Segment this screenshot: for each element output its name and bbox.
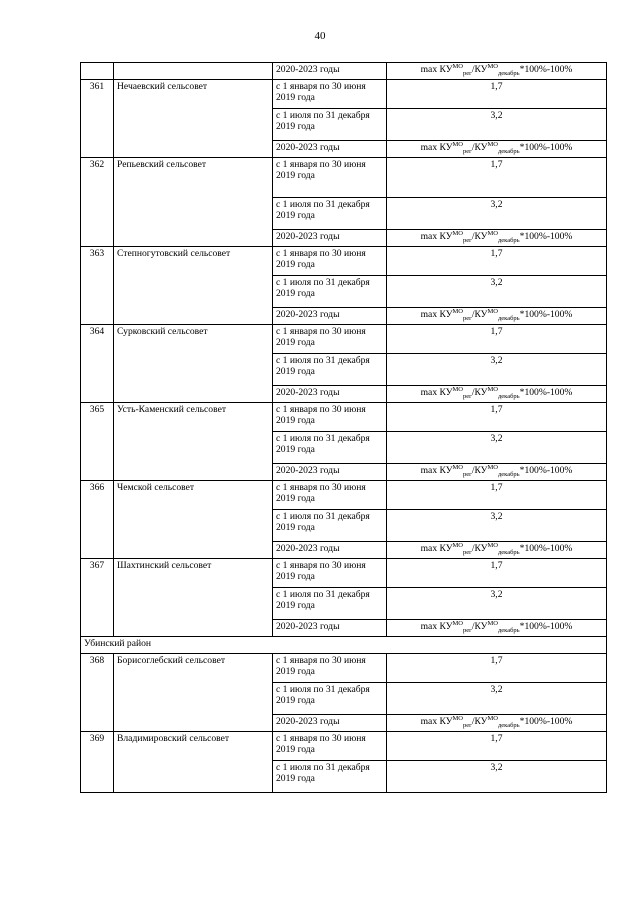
value-second: 3,2 [387,198,607,230]
value-first: 1,7 [387,654,607,683]
district-name: Убинский район [81,637,607,654]
formula-cell [387,230,607,247]
value-first: 1,7 [387,732,607,761]
formula-cell [387,386,607,403]
formula-cell [387,715,607,732]
table-row [81,559,607,588]
value-second: 3,2 [387,432,607,464]
row-number: 368 [81,654,114,732]
period-years: 2020-2023 годы [273,308,387,325]
page-number: 40 [314,30,326,42]
period-second: с 1 июля по 31 декабря 2019 года [273,198,387,230]
formula-cell [387,542,607,559]
period-second: с 1 июля по 31 декабря 2019 года [273,109,387,141]
table-row [81,325,607,354]
formula: $\max КУ^{МО}_{рег}/КУ^{МО}_{декабрь}*100\%-100\%$ [420,541,573,556]
formula: $\max КУ^{МО}_{рег}/КУ^{МО}_{декабрь}*100\%-100\%$ [420,619,573,634]
table-row [81,654,607,683]
period-years: 2020-2023 годы [273,386,387,403]
formula: $\max КУ^{МО}_{рег}/КУ^{МО}_{декабрь}*100\%-100\%$ [420,714,573,729]
settlement-name: Борисоглебский сельсовет [114,654,273,732]
formula-cell [387,464,607,481]
formula: $\max КУ^{МО}_{рег}/КУ^{МО}_{декабрь}*100\%-100\%$ [420,463,573,478]
period-years: 2020-2023 годы [273,141,387,158]
formula: $\max КУ^{МО}_{рег}/КУ^{МО}_{декабрь}*100\%-100\%$ [420,385,573,400]
value-second: 3,2 [387,354,607,386]
period-first: с 1 января по 30 июня 2019 года [273,654,387,683]
settlement-name: Шахтинский сельсовет [114,559,273,637]
formula-cell [387,141,607,158]
row-number-cell [81,63,114,80]
value-first: 1,7 [387,403,607,432]
value-first: 1,7 [387,158,607,198]
period-years: 2020-2023 годы [273,542,387,559]
formula-cell [387,620,607,637]
value-second: 3,2 [387,683,607,715]
row-number: 364 [81,325,114,403]
value-second: 3,2 [387,109,607,141]
settlement-name-cell [114,63,273,80]
table-row [81,481,607,510]
row-number: 366 [81,481,114,559]
settlement-name: Степногутовский сельсовет [114,247,273,325]
period-first: с 1 января по 30 июня 2019 года [273,80,387,109]
value-second: 3,2 [387,588,607,620]
district-row [81,637,607,654]
formula: $\max КУ^{МО}_{рег}/КУ^{МО}_{декабрь}*100\%-100\%$ [420,140,573,155]
value-first: 1,7 [387,325,607,354]
period-years: 2020-2023 годы [273,620,387,637]
period-second: с 1 июля по 31 декабря 2019 года [273,432,387,464]
period-first: с 1 января по 30 июня 2019 года [273,403,387,432]
row-number: 362 [81,158,114,247]
period-first: с 1 января по 30 июня 2019 года [273,559,387,588]
formula: $\max КУ^{МО}_{рег}/КУ^{МО}_{декабрь}*100\%-100\%$ [420,307,573,322]
period-second: с 1 июля по 31 декабря 2019 года [273,354,387,386]
value-first: 1,7 [387,481,607,510]
row-number: 367 [81,559,114,637]
table-row [81,403,607,432]
period-first: с 1 января по 30 июня 2019 года [273,247,387,276]
table-row [81,80,607,109]
row-number: 365 [81,403,114,481]
period-second: с 1 июля по 31 декабря 2019 года [273,588,387,620]
period-first: с 1 января по 30 июня 2019 года [273,158,387,198]
value-first: 1,7 [387,559,607,588]
period-second: с 1 июля по 31 декабря 2019 года [273,510,387,542]
period-second: с 1 июля по 31 декабря 2019 года [273,683,387,715]
value-first: 1,7 [387,247,607,276]
value-second: 3,2 [387,276,607,308]
row-number: 369 [81,732,114,793]
formula-cell [387,63,607,80]
period-first: с 1 января по 30 июня 2019 года [273,325,387,354]
value-first: 1,7 [387,80,607,109]
settlement-name: Нечаевский сельсовет [114,80,273,158]
period-years: 2020-2023 годы [273,230,387,247]
formula: $\max КУ^{МО}_{рег}/КУ^{МО}_{декабрь}*100\%-100\%$ [420,229,573,244]
table-row [81,732,607,761]
tariff-table [80,62,607,793]
settlement-name: Владимировский сельсовет [114,732,273,793]
period-first: с 1 января по 30 июня 2019 года [273,481,387,510]
period-second: с 1 июля по 31 декабря 2019 года [273,276,387,308]
settlement-name: Репьевский сельсовет [114,158,273,247]
table-row [81,158,607,198]
formula: $\max КУ^{МО}_{рег}/КУ^{МО}_{декабрь}*100\%-100\%$ [420,62,573,77]
period-years: 2020-2023 годы [273,464,387,481]
settlement-name: Сурковский сельсовет [114,325,273,403]
period-cell: 2020-2023 годы [273,63,387,80]
value-second: 3,2 [387,510,607,542]
table-row [81,63,607,80]
period-second: с 1 июля по 31 декабря 2019 года [273,761,387,793]
row-number: 361 [81,80,114,158]
value-second: 3,2 [387,761,607,793]
settlement-name: Усть-Каменский сельсовет [114,403,273,481]
table-row [81,247,607,276]
period-first: с 1 января по 30 июня 2019 года [273,732,387,761]
settlement-name: Чемской сельсовет [114,481,273,559]
period-years: 2020-2023 годы [273,715,387,732]
row-number: 363 [81,247,114,325]
formula-cell [387,308,607,325]
